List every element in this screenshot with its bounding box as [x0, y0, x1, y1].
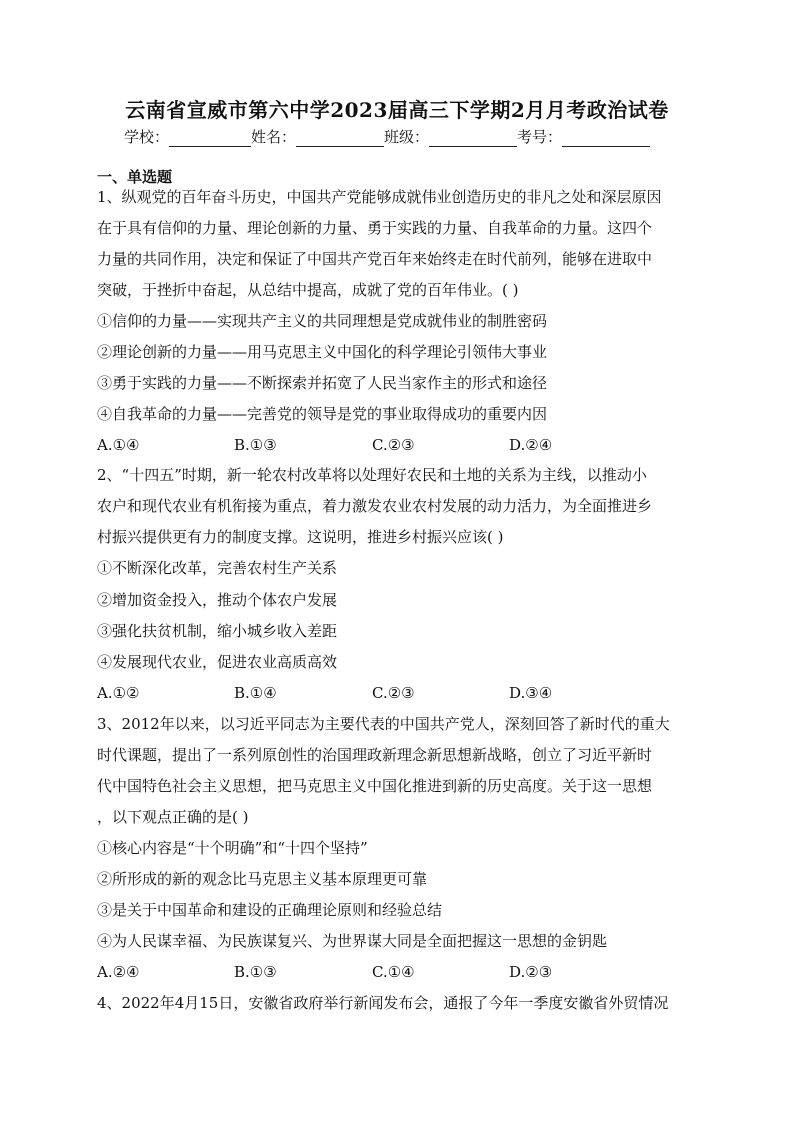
q3-item: ①核心内容是“十个明确”和“十四个坚持”: [97, 839, 368, 857]
q2-stem-line: 2、“十四五”时期，新一轮农村改革将以处理好农民和土地的关系为主线，以推动小: [97, 466, 647, 484]
exam-id-field[interactable]: [562, 130, 650, 147]
q1-item: ①信仰的力量——实现共产主义的共同理想是党成就伟业的制胜密码: [97, 312, 548, 330]
id-label: 考号：: [517, 128, 563, 146]
q2-item: ③强化扶贫机制，缩小城乡收入差距: [97, 622, 338, 640]
q1-stem-line: 突破，于挫折中奋起，从总结中提高，成就了党的百年伟业。( ): [97, 281, 519, 299]
q2-stem-line: 村振兴提供更有力的制度支撑。这说明，推进乡村振兴应该( ): [97, 528, 504, 546]
q3-option-b[interactable]: B.①③: [234, 963, 277, 981]
school-field[interactable]: [169, 130, 251, 147]
q2-option-c[interactable]: C.②③: [372, 684, 415, 702]
q2-option-d[interactable]: D.③④: [509, 684, 553, 702]
page-title: 云南省宣威市第六中学2023届高三下学期2月月考政治试卷: [125, 98, 669, 122]
q2-option-b[interactable]: B.①④: [234, 684, 277, 702]
school-label: 学校：: [124, 128, 170, 146]
q2-item: ①不断深化改革，完善农村生产关系: [97, 559, 338, 577]
student-info-row: [124, 126, 650, 147]
q3-item: ②所形成的新的观念比马克思主义基本原理更可靠: [97, 870, 428, 888]
q1-option-b[interactable]: B.①③: [234, 436, 277, 454]
q1-option-d[interactable]: D.②④: [509, 436, 553, 454]
q1-stem-line: 1、纵观党的百年奋斗历史，中国共产党能够成就伟业创造历史的非凡之处和深层原因: [97, 188, 662, 206]
q1-item: ④自我革命的力量——完善党的领导是党的事业取得成功的重要内因: [97, 405, 548, 423]
q1-stem-line: 力量的共同作用，决定和保证了中国共产党百年来始终走在时代前列，能够在进取中: [97, 250, 653, 268]
q3-stem-line: ，以下观点正确的是( ): [97, 808, 249, 826]
q1-option-c[interactable]: C.②③: [372, 436, 415, 454]
q1-stem-line: 在于具有信仰的力量、理论创新的力量、勇于实践的力量、自我革命的力量。这四个: [97, 219, 653, 237]
q3-option-d[interactable]: D.②③: [509, 963, 553, 981]
q4-stem-line: 4、2022年4月15日，安徽省政府举行新闻发布会，通报了今年一季度安徽省外贸情况: [97, 994, 669, 1012]
q2-stem-line: 农户和现代农业有机衔接为重点，着力激发农业农村发展的动力活力，为全面推进乡: [97, 497, 653, 515]
q3-stem-line: 代中国特色社会主义思想，把马克思主义中国化推进到新的历史高度。关于这一思想: [97, 777, 653, 795]
q2-item: ④发展现代农业，促进农业高质高效: [97, 653, 338, 671]
q3-stem-line: 时代课题，提出了一系列原创性的治国理政新理念新思想新战略，创立了习近平新时: [97, 746, 653, 764]
q2-item: ②增加资金投入，推动个体农户发展: [97, 591, 338, 609]
q2-option-a[interactable]: A.①②: [97, 684, 140, 702]
q1-option-a[interactable]: A.①④: [97, 436, 140, 454]
q3-item: ③是关于中国革命和建设的正确理论原则和经验总结: [97, 901, 443, 919]
name-label: 姓名：: [251, 128, 297, 146]
q3-option-c[interactable]: C.①④: [372, 963, 415, 981]
q1-item: ③勇于实践的力量——不断探索并拓宽了人民当家作主的形式和途径: [97, 374, 548, 392]
class-label: 班级：: [384, 128, 430, 146]
q3-item: ④为人民谋幸福、为民族谋复兴、为世界谋大同是全面把握这一思想的金钥匙: [97, 932, 608, 950]
name-field[interactable]: [296, 130, 384, 147]
section-heading: 一、单选题: [97, 168, 173, 186]
q1-item: ②理论创新的力量——用马克思主义中国化的科学理论引领伟大事业: [97, 343, 548, 361]
class-field[interactable]: [429, 130, 517, 147]
q3-option-a[interactable]: A.②④: [97, 963, 140, 981]
q3-stem-line: 3、2012年以来，以习近平同志为主要代表的中国共产党人，深刻回答了新时代的重大: [97, 715, 670, 733]
